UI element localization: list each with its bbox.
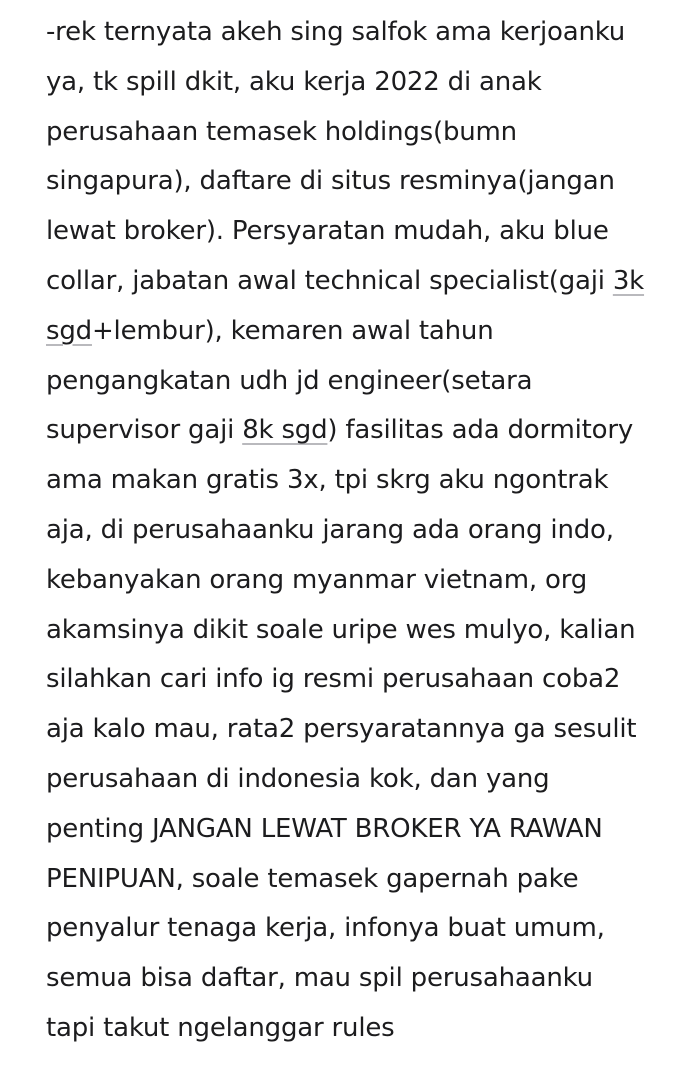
- note-line: ya, tk spill dkit, aku kerja 2022 di anak: [46, 66, 542, 97]
- note-line: [46, 257, 656, 307]
- note-line: PENIPUAN, soale temasek gapernah pake: [46, 863, 579, 894]
- note-text-segment: supervisor gaji: [46, 415, 243, 446]
- note-text-segment: ) fasilitas ada dormitory: [327, 415, 634, 446]
- note-line: pengangkatan udh jd engineer(setara: [46, 365, 533, 396]
- note-line: akamsinya dikit soale uripe wes mulyo, kalian: [46, 614, 636, 645]
- note-text-segment: collar, jabatan awal technical specialist(gaji: [46, 265, 613, 296]
- note-line: kebanyakan orang myanmar vietnam, org: [46, 564, 588, 595]
- note-line: tapi takut ngelanggar rules: [46, 1012, 395, 1043]
- note-line: perusahaan di indonesia kok, dan yang: [46, 763, 550, 794]
- note-line: penyalur tenaga kerja, infonya buat umum,: [46, 913, 605, 944]
- note-line: perusahaan temasek holdings(bumn: [46, 116, 517, 147]
- detected-currency-link[interactable]: 3k: [612, 265, 645, 296]
- note-line: aja kalo mau, rata2 persyaratannya ga sesulit: [46, 714, 637, 745]
- note-body[interactable]: [46, 8, 656, 1054]
- note-line: ama makan gratis 3x, tpi skrg aku ngontrak: [46, 465, 609, 496]
- note-line: silahkan cari info ig resmi perusahaan coba2: [46, 664, 621, 695]
- note-line: penting JANGAN LEWAT BROKER YA RAWAN: [46, 813, 603, 844]
- note-text-segment: +lembur), kemaren awal tahun: [91, 315, 494, 346]
- note-line: [46, 307, 656, 357]
- detected-currency-link[interactable]: 8k sgd: [242, 415, 328, 446]
- note-line: -rek ternyata akeh sing salfok ama kerjoanku: [46, 17, 626, 47]
- note-line: lewat broker). Persyaratan mudah, aku blue: [46, 216, 609, 247]
- note-line: [46, 406, 656, 456]
- note-line: aja, di perusahaanku jarang ada orang indo,: [46, 514, 614, 545]
- detected-currency-link[interactable]: sgd: [46, 315, 92, 346]
- note-line: semua bisa daftar, mau spil perusahaanku: [46, 963, 593, 994]
- note-line: singapura), daftare di situs resminya(jangan: [46, 166, 615, 197]
